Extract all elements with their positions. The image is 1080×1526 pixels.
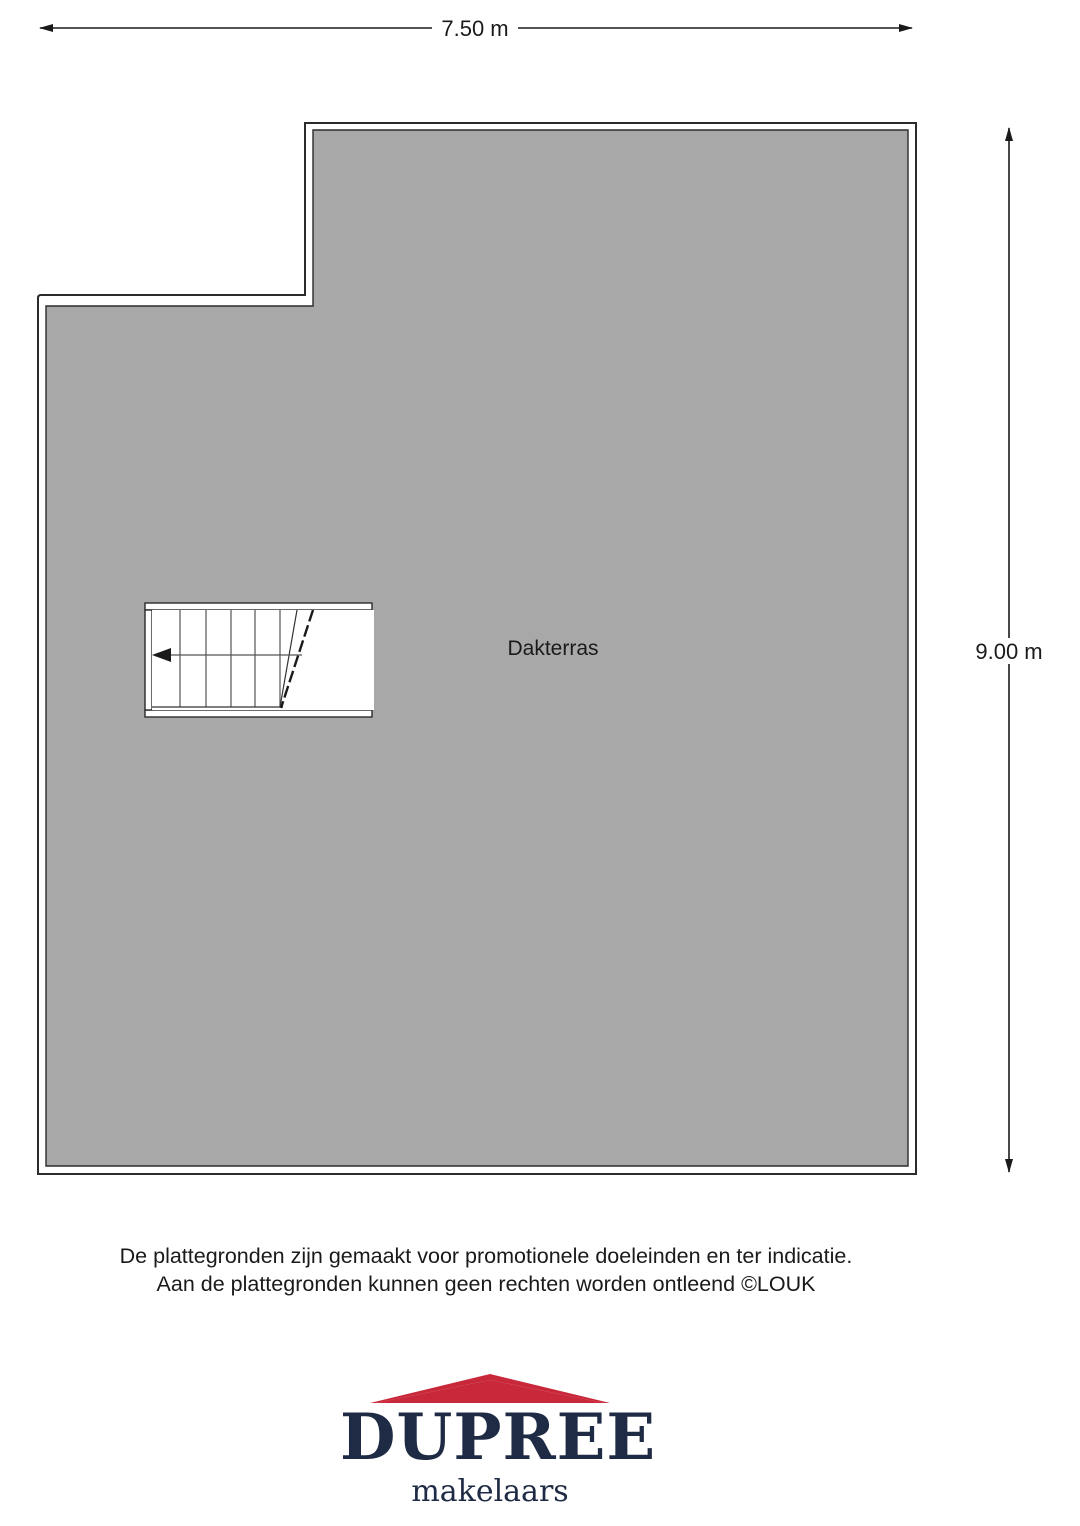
disclaimer-line-1: De plattegronden zijn gemaakt voor promotionele doeleinden en ter indicatie. xyxy=(119,1244,853,1268)
stair-left-wall xyxy=(145,610,152,710)
disclaimer-line-2: Aan de plattegronden kunnen geen rechten worden ontleend ©LOUK xyxy=(156,1272,816,1296)
height-dimension-label: 9.00 m xyxy=(975,639,1043,664)
stair-rail-top xyxy=(145,603,372,610)
logo-name: DUPREE xyxy=(340,1400,657,1475)
dupree-logo xyxy=(340,1366,657,1516)
room-label-dakterras: Dakterras xyxy=(507,637,599,660)
width-dimension xyxy=(40,16,912,41)
width-dimension-label: 7.50 m xyxy=(441,16,509,41)
disclaimer xyxy=(0,1242,1026,1298)
logo-subtitle: makelaars xyxy=(411,1474,569,1509)
height-dimension xyxy=(975,128,1042,1172)
staircase xyxy=(145,603,374,717)
stair-opening xyxy=(152,610,374,710)
stair-rail-bottom xyxy=(145,710,372,717)
